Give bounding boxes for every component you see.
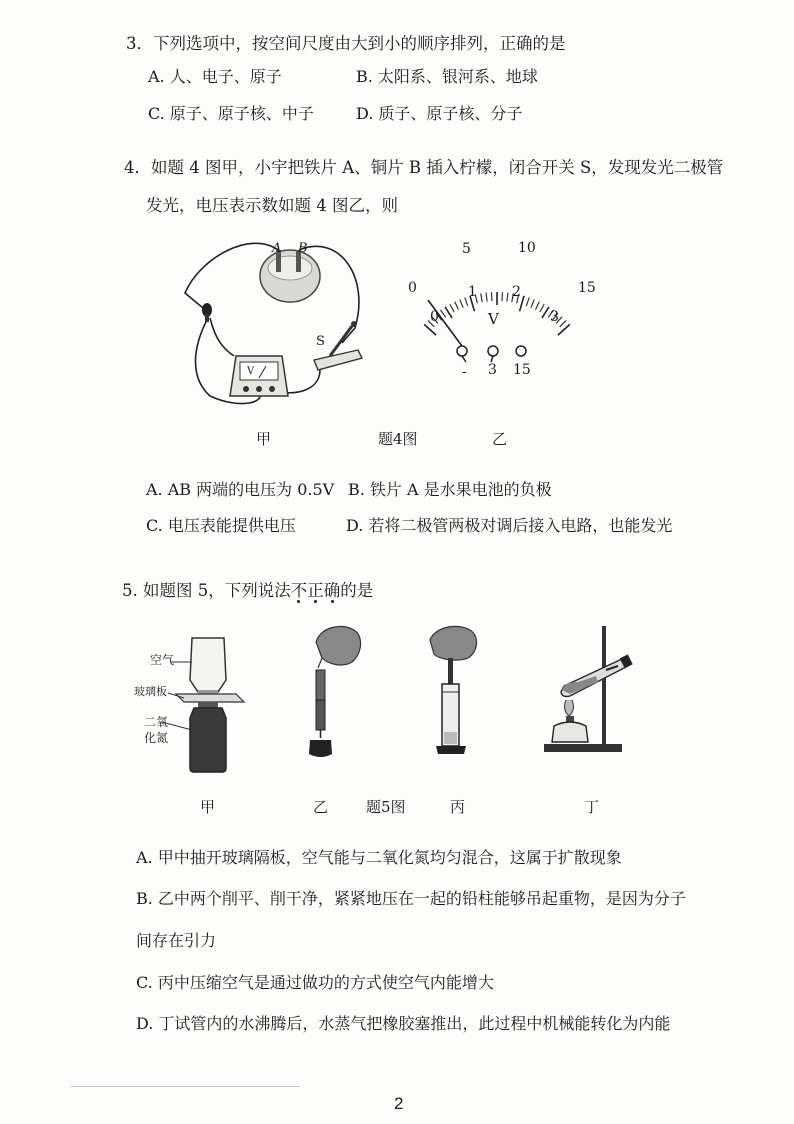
emphasis-dot <box>331 600 334 603</box>
dial-top-5: 5 <box>462 241 471 257</box>
dial-tick <box>492 292 493 301</box>
q3-option-a: A. 人、电子、原子 <box>148 67 282 86</box>
emphasis-dot <box>297 600 300 603</box>
hand <box>316 626 361 665</box>
terminal-15: 15 <box>513 362 531 378</box>
fig4-caption-jia: 甲 <box>256 430 272 448</box>
terminal-3: 3 <box>488 362 497 378</box>
q4-option-d: D. 若将二极管两极对调后接入电路，也能发光 <box>346 516 673 535</box>
label-a: A <box>272 241 282 256</box>
hand <box>430 626 477 660</box>
dial-tick <box>460 299 463 307</box>
q4-option-a: A. AB 两端的电压为 0.5V <box>146 480 335 499</box>
weight <box>309 740 332 757</box>
fig5-caption-jia: 甲 <box>200 798 216 816</box>
dial-bottom-0: 0 <box>430 309 439 325</box>
label-no2-line1: 二氧 <box>144 715 169 729</box>
dial-tick <box>542 307 549 318</box>
dial-bottom-3: 3 <box>550 309 559 325</box>
q4-stem-line2: 发光，电压表示数如题 4 图乙，则 <box>146 196 398 215</box>
q4-option-b: B. 铁片 A 是水果电池的负极 <box>348 480 552 499</box>
alcohol-lamp <box>552 722 588 742</box>
voltmeter <box>230 356 288 396</box>
dial-tick <box>455 302 459 310</box>
fig5-caption-ding: 丁 <box>584 798 600 816</box>
page-number: 2 <box>394 1094 404 1113</box>
no2-bottle <box>190 708 226 772</box>
fig5-caption-yi: 乙 <box>313 798 329 816</box>
terminal-negative: - <box>462 364 467 380</box>
dial-tick <box>445 307 452 318</box>
test-tube-heating-figure <box>536 620 646 760</box>
dial-tick <box>441 310 446 317</box>
fig5-caption: 题5图 <box>366 798 406 816</box>
dial-tick <box>536 302 540 310</box>
dial-top-10: 10 <box>518 240 536 256</box>
q5-option-b-line2: 间存在引力 <box>136 931 217 950</box>
dial-top-0: 0 <box>408 280 417 296</box>
q4-stem-line1: 4．如题 4 图甲，小宇把铁片 A、铜片 B 插入柠檬，闭合开关 S，发现发光二极管 <box>124 158 724 177</box>
label-glass-plate: 玻璃板 <box>134 685 167 698</box>
stand-base <box>544 744 622 752</box>
label-b: B <box>298 241 308 256</box>
glass-plate <box>176 694 244 702</box>
dial-tick <box>540 304 544 312</box>
lead-cylinders-figure <box>296 620 376 770</box>
dial-top-15: 15 <box>578 280 596 296</box>
dial-tick <box>526 298 529 307</box>
dial-unit-v: V <box>488 310 499 328</box>
dial-tick <box>502 292 503 301</box>
q5-option-c: C. 丙中压缩空气是通过做功的方式使空气内能增大 <box>136 973 494 992</box>
lemon-circuit-diagram <box>170 238 370 408</box>
label-air: 空气 <box>150 653 175 667</box>
q5-option-d: D. 丁试管内的水沸腾后，水蒸气把橡胶塞推出，此过程中机械能转化为内能 <box>136 1014 671 1033</box>
q5-option-b-line1: B. 乙中两个削平、削干净，紧紧地压在一起的铅柱能够吊起重物，是因为分子 <box>136 889 686 908</box>
footer-divider <box>70 1086 300 1087</box>
dial-tick <box>507 293 508 302</box>
q5-option-a: A. 甲中抽开玻璃隔板，空气能与二氧化氮均匀混合，这属于扩散现象 <box>136 848 622 867</box>
label-s: S <box>316 334 325 349</box>
emphasis-dot <box>314 600 317 603</box>
dial-bottom-2: 2 <box>512 284 521 300</box>
fig4-caption: 题4图 <box>378 430 418 448</box>
dial-tick <box>558 324 570 335</box>
stand-rod <box>602 626 606 746</box>
q4-option-c: C. 电压表能提供电压 <box>146 516 296 535</box>
q3-stem: 3．下列选项中，按空间尺度由大到小的顺序排列，正确的是 <box>126 34 566 53</box>
q3-option-b: B. 太阳系、银河系、地球 <box>356 67 538 86</box>
label-no2-line2: 化氮 <box>144 731 169 745</box>
dial-tick <box>481 293 483 302</box>
dial-bottom-1: 1 <box>468 284 477 300</box>
dial-tick <box>450 304 454 312</box>
dial-terminals <box>457 346 526 362</box>
label-v-meter: V <box>247 366 255 377</box>
dial-tick <box>531 299 534 307</box>
fig5-caption-bing: 丙 <box>450 798 466 816</box>
air-compression-figure <box>420 622 500 762</box>
q5-stem: 5. 如题图 5，下列说法不正确的是 <box>122 581 374 600</box>
q3-option-d: D. 质子、原子核、分子 <box>356 104 523 123</box>
fig4-caption-yi: 乙 <box>492 430 508 448</box>
q3-option-c: C. 原子、原子核、中子 <box>148 104 314 123</box>
dial-tick <box>424 324 436 335</box>
dial-tick <box>560 321 566 327</box>
dial-tick <box>486 293 487 302</box>
